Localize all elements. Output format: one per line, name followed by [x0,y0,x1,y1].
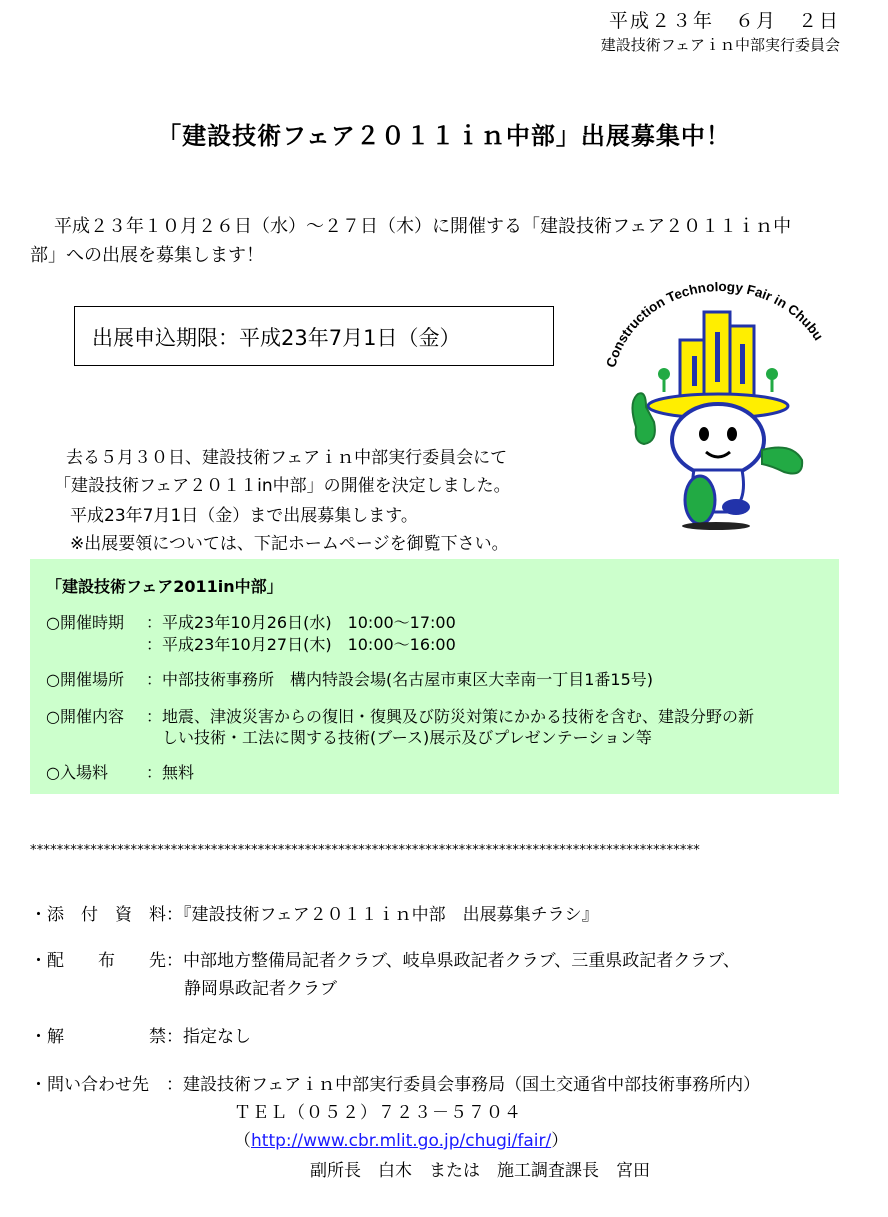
event-period-day1: ：平成23年10月26日(水) 10:00～17:00 [146,613,456,632]
distribution-line-1: ：中部地方整備局記者クラブ、岐阜県政記者クラブ、三重県政記者クラブ、 [166,951,740,971]
url-open-paren: （ [234,1131,251,1151]
event-venue-label: ○開催場所 [46,670,124,689]
page-title: 「建設技術フェア２０１１ｉｎ中部」出展募集中！ [157,122,731,150]
distribution-label: ・配 布 先 [30,951,166,971]
event-fee-label: ○入場料 [46,763,108,782]
url-close-paren: ） [551,1131,569,1151]
paragraph-line-4: ※出展要領については、下記ホームページを御覧下さい。 [70,534,509,554]
distribution-line-2: 静岡県政記者クラブ [184,979,337,999]
contact-tel: ＴＥＬ（０５２）７２３－５７０４ [234,1103,522,1123]
intro-line-2: 部」への出展を募集します！ [30,245,264,266]
embargo-label: ・解 禁 [30,1027,166,1047]
issuing-organization: 建設技術フェアｉｎ中部実行委員会 [600,36,840,54]
paragraph-line-3: 平成23年7月1日（金）まで出展募集します。 [70,506,418,526]
intro-line-1: 平成２３年１０月２６日（水）～２７日（木）に開催する「建設技術フェア２０１１ｉｎ中 [54,216,792,237]
event-content-label: ○開催内容 [46,707,124,726]
event-period-day2: ：平成23年10月27日(木) 10:00～16:00 [146,635,456,654]
contact-url-line [234,1126,568,1151]
fair-mascot-logo-icon [596,282,846,532]
deadline-text: 出展申込期限：平成23年7月1日（金） [92,326,461,350]
embargo-value: ：指定なし [166,1027,251,1047]
event-content-line-2: しい技術・工法に関する技術(ブース)展示及びプレゼンテーション等 [162,728,652,747]
paragraph-line-2: 「建設技術フェア２０１１in中部」の開催を決定しました。 [54,476,511,496]
contact-persons: 副所長 白木 または 施工調査課長 宮田 [310,1161,650,1181]
event-period-label: ○開催時期 [46,613,124,632]
contact-value: ：建設技術フェアｉｎ中部実行委員会事務局（国土交通省中部技術事務所内） [166,1075,761,1095]
document-date: 平成２３年 ６月 ２日 [608,10,840,32]
attachment-label: ・添 付 資 料 [30,905,166,925]
event-heading: 「建設技術フェア2011in中部」 [46,577,283,596]
event-venue: ：中部技術事務所 構内特設会場(名古屋市東区大幸南一丁目1番15号) [146,670,654,689]
event-fee: ：無料 [146,763,195,782]
paragraph-line-1: 去る５月３０日、建設技術フェアｉｎ中部実行委員会にて [66,448,508,468]
separator-line: **************************************************************************************************** [30,843,700,858]
logo-arc-text: Construction Technology Fair in Chubu [603,282,827,370]
contact-label: ・問い合わせ先 [30,1075,149,1095]
contact-url-link[interactable]: http://www.cbr.mlit.go.jp/chugi/fair/ [251,1131,552,1151]
event-content-line-1: ：地震、津波災害からの復旧・復興及び防災対策にかかる技術を含む、建設分野の新 [146,707,755,726]
attachment-value: ：『建設技術フェア２０１１ｉｎ中部 出展募集チラシ』 [166,905,599,925]
